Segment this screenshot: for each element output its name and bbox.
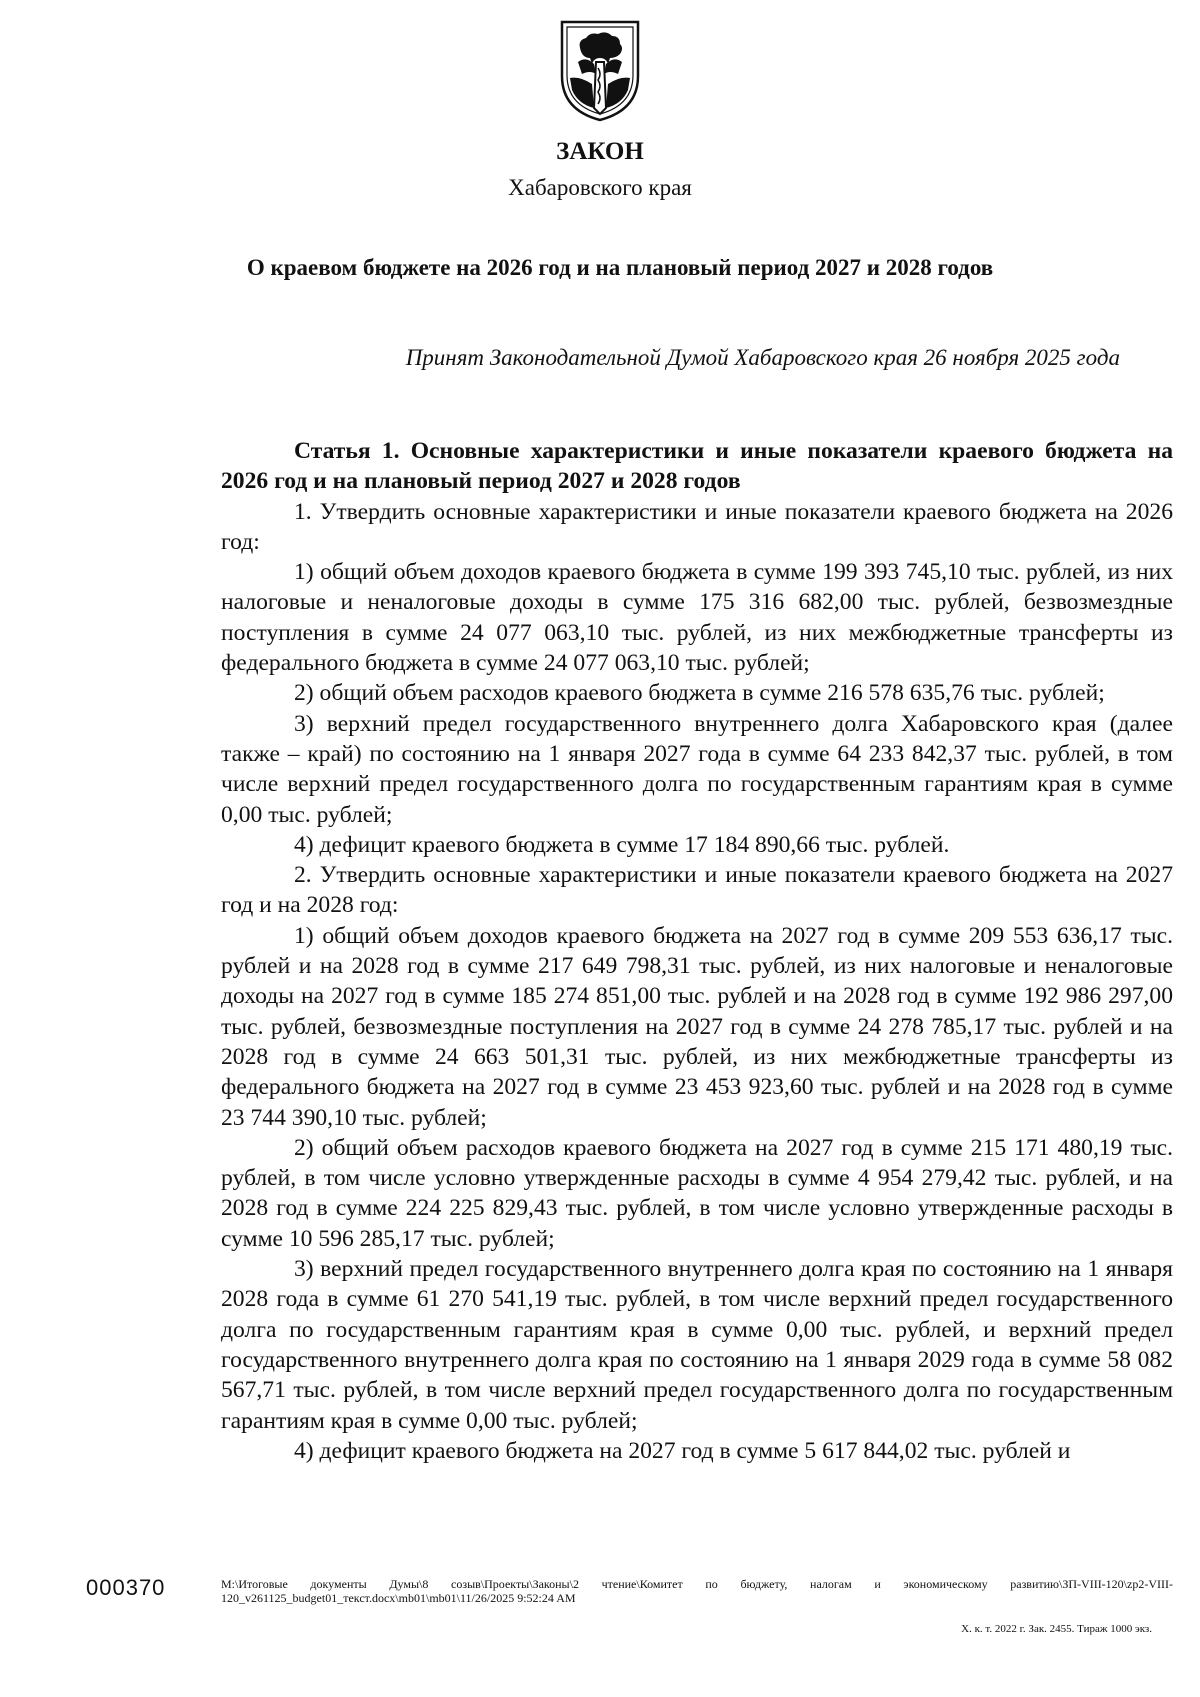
paragraph: 4) дефицит краевого бюджета в сумме 17 184 890,66 тыс. рублей. (294, 831, 950, 858)
document-subtitle: Хабаровского края (508, 175, 692, 200)
law-name: О краевом бюджете на 2026 год и на плановый период 2027 и 2028 годов (246, 255, 994, 280)
paragraph: 1) общий объем доходов краевого бюджета на 2027 год в сумме 209 553 636,17 тыс. рублей и на 2028 год в сумме 217 649 798,31 тыс. рублей, из них налоговые и неналоговые доходы на 2027 год в сумме 185 274 851,00 тыс. рублей и на 2028 год в сумме 192 986 297,00 тыс. рублей, безвозмездные поступления на 2027 год в сумме 24 278 785,17 тыс. рублей и на 2028 год в сумме 24 663 501,31 тыс. рублей, из них межбюджетные трансферты из федерального бюджета на 2027 год в сумме 23 453 923,60 тыс. рублей и на 2028 год в сумме 23 744 390,10 тыс. рублей; (221, 922, 1173, 1131)
paragraph: 3) верхний предел государственного внутреннего долга Хабаровского края (далее также – край) по состоянию на 1 января 2027 года в сумме 64 233 842,37 тыс. рублей, в том числе верхний предел государственного долга по государственным гарантиям края в сумме 0,00 тыс. рублей; (221, 710, 1173, 828)
file-path: М:\Итоговые документы Думы\8 созыв\Проекты\Законы\2 чтение\Комитет по бюджету, налогам и экономическому развитию\ЗП-VIII-120\zp2-VIII-120_v261125_budget01_текст.docx\mb01\mb01\11/26/2025 9:52:24 AM (221, 1577, 1173, 1605)
paragraph: 1. Утвердить основные характеристики и иные показатели краевого бюджета на 2026 год: (221, 498, 1173, 555)
document-number: 000370 (86, 1575, 166, 1600)
paragraph: 2) общий объем расходов краевого бюджета на 2027 год в сумме 215 171 480,19 тыс. рублей, в том числе условно утвержденные расходы в сумме 4 954 279,42 тыс. рублей, и на 2028 год в сумме 224 225 829,43 тыс. рублей, в том числе условно утвержденные расходы в сумме 10 596 285,17 тыс. рублей; (221, 1134, 1173, 1252)
document-title: ЗАКОН (556, 138, 644, 165)
paragraph: 4) дефицит краевого бюджета на 2027 год в сумме 5 617 844,02 тыс. рублей и (294, 1437, 1071, 1464)
coat-of-arms-icon (556, 18, 644, 122)
paragraph: 2. Утвердить основные характеристики и иные показатели краевого бюджета на 2027 год и на 2028 год: (221, 862, 1173, 919)
adoption-note: Принят Законодательной Думой Хабаровского края 26 ноября 2025 года (405, 345, 1120, 370)
article-heading: Статья 1. Основные характеристики и иные показатели краевого бюджета на 2026 год и на плановый период 2027 и 2028 годов (221, 438, 1173, 495)
paragraph: 3) верхний предел государственного внутреннего долга края по состоянию на 1 января 2028 года в сумме 61 270 541,19 тыс. рублей, в том числе верхний предел государственного долга по государственным гарантиям края в сумме 0,00 тыс. рублей, и верхний предел государственного внутреннего долга края по состоянию на 1 января 2029 года в сумме 58 082 567,71 тыс. рублей, в том числе верхний предел государственного долга по государственным гарантиям края в сумме 0,00 тыс. рублей; (221, 1256, 1173, 1434)
document-body (221, 436, 1173, 1466)
paragraph: 2) общий объем расходов краевого бюджета в сумме 216 578 635,76 тыс. рублей; (294, 680, 1105, 707)
print-info: Х. к. т. 2022 г. Зак. 2455. Тираж 1000 экз. (961, 1623, 1152, 1635)
paragraph: 1) общий объем доходов краевого бюджета в сумме 199 393 745,10 тыс. рублей, из них налоговые и неналоговые доходы в сумме 175 316 682,00 тыс. рублей, безвозмездные поступления в сумме 24 077 063,10 тыс. рублей, из них межбюджетные трансферты из федерального бюджета в сумме 24 077 063,10 тыс. рублей; (221, 559, 1173, 677)
